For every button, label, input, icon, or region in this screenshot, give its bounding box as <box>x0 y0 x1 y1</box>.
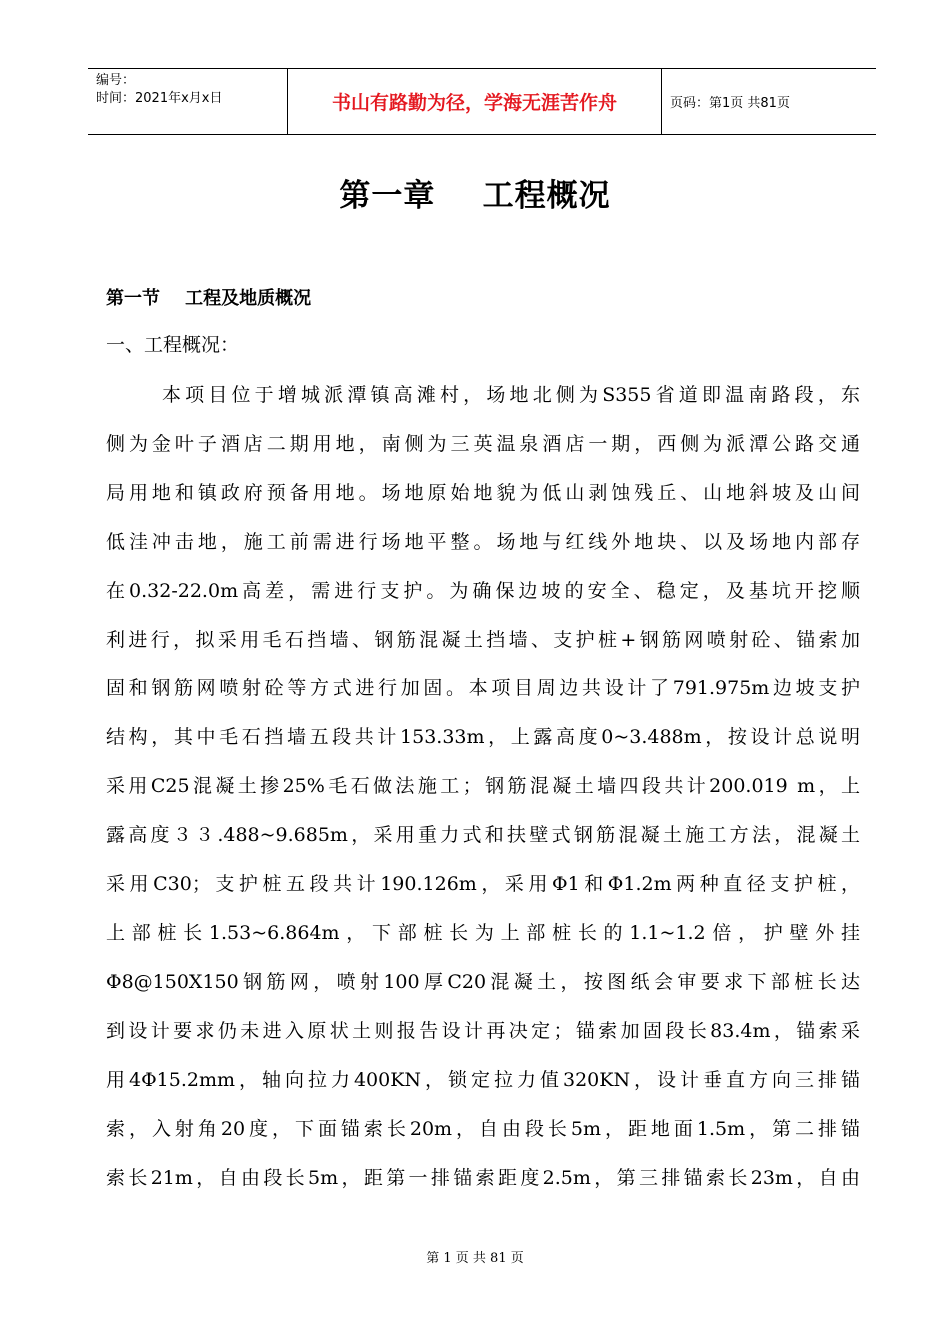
header-motto: 书山有路勤为径，学海无涯苦作舟 <box>331 92 617 114</box>
paragraph-line: 侧为金叶子酒店二期用地，南侧为三英温泉酒店一期，西侧为派潭公路交通 <box>106 432 860 455</box>
paragraph-line: 固和钢筋网喷射砼等方式进行加固。本项目周边共设计了791.975m边坡支护 <box>106 677 860 700</box>
chapter-title: 第一章 工程概况 <box>339 178 611 214</box>
header-page-info: 页码：第1页 共81页 <box>670 96 790 111</box>
page-footer: 第 1 页 共 81 页 <box>426 1251 524 1266</box>
paragraph-line: 利进行，拟采用毛石挡墙、钢筋混凝土挡墙、支护桩+钢筋网喷射砼、锚索加 <box>106 628 860 651</box>
paragraph-line: 上部桩长1.53~6.864m，下部桩长为上部桩长的1.1~1.2倍，护壁外挂 <box>106 921 860 944</box>
sub-heading: 一、工程概况： <box>106 334 240 356</box>
paragraph-line: 露高度３３.488~9.685m，采用重力式和扶壁式钢筋混凝土施工方法，混凝土 <box>106 824 860 847</box>
paragraph-line: 结构，其中毛石挡墙五段共计153.33m，上露高度0~3.488m，按设计总说明 <box>106 726 860 749</box>
paragraph-line: 用4Φ15.2mm，轴向拉力400KN，锁定拉力值320KN，设计垂直方向三排锚 <box>106 1068 860 1091</box>
document-time-label: 时间：2021年x月x日 <box>96 91 223 106</box>
paragraph-line: 采用C30；支护桩五段共计190.126m，采用Φ1和Φ1.2m两种直径支护桩， <box>106 873 860 896</box>
paragraph-line: 索，入射角20度，下面锚索长20m，自由段长5m，距地面1.5m，第二排锚 <box>106 1117 860 1140</box>
header-table <box>88 68 876 135</box>
paragraph-line: 采用C25混凝土掺25%毛石做法施工；钢筋混凝土墙四段共计200.019 m，上 <box>106 775 860 798</box>
paragraph-line: Φ8@150X150钢筋网，喷射100厚C20混凝土，按图纸会审要求下部桩长达 <box>106 970 860 993</box>
paragraph-line: 本项目位于增城派潭镇高滩村，场地北侧为S355省道即温南路段，东 <box>162 384 860 406</box>
paragraph-line: 局用地和镇政府预备用地。场地原始地貌为低山剥蚀残丘、山地斜坡及山间 <box>106 481 860 504</box>
header-page-cell <box>662 69 876 134</box>
header-motto-cell <box>288 69 662 134</box>
paragraph-line: 在0.32-22.0m高差，需进行支护。为确保边坡的安全、稳定，及基坑开挖顺 <box>106 579 860 602</box>
header-meta-cell <box>88 69 288 134</box>
paragraph-line: 索长21m，自由段长5m，距第一排锚索距度2.5m，第三排锚索长23m，自由 <box>106 1166 860 1189</box>
body-paragraph <box>106 371 860 1202</box>
section-title: 第一节 工程及地质概况 <box>106 288 312 309</box>
paragraph-line: 到设计要求仍未进入原状土则报告设计再决定；锚索加固段长83.4m，锚索采 <box>106 1019 860 1042</box>
document-number-label: 编号： <box>96 73 136 88</box>
paragraph-line: 低洼冲击地，施工前需进行场地平整。场地与红线外地块、以及场地内部存 <box>106 530 860 553</box>
